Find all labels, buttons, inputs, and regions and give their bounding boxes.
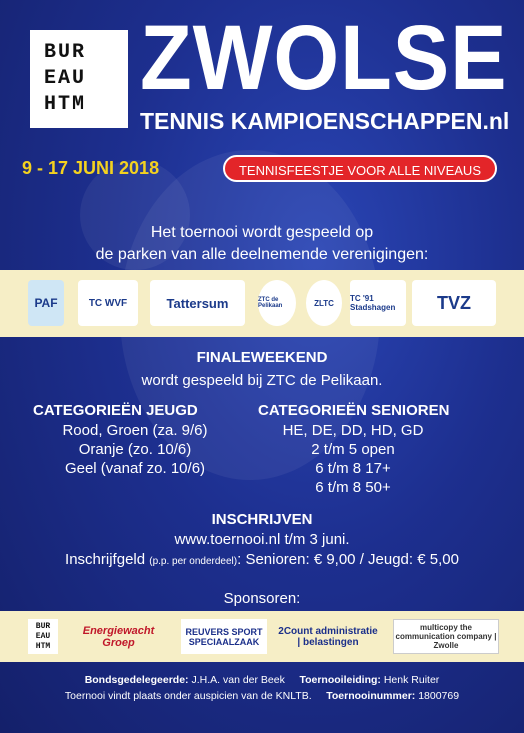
club-logo-tattersum: Tattersum — [150, 280, 245, 326]
finale-text: wordt gespeeld bij ZTC de Pelikaan. — [141, 372, 383, 389]
leiding-label: Toernooileiding: — [299, 674, 381, 686]
event-date: 9 - 17 JUNI 2018 — [22, 158, 160, 178]
sponsor-logo-bureau-htm: BUR EAU HTM — [28, 619, 58, 654]
tagline-badge: TENNISFEESTJE VOOR ALLE NIVEAUS — [223, 155, 497, 182]
bureau-htm-logo — [30, 30, 128, 128]
clubs-band — [0, 270, 524, 337]
senioren-title: CATEGORIEËN SENIOREN — [258, 402, 450, 419]
club-logo-tc91: TC '91 Stadshagen — [350, 280, 406, 326]
sponsor-logo-reuvers: REUVERS SPORT SPECIAALZAAK — [181, 619, 267, 654]
fee-note: (p.p. per onderdeel) — [149, 556, 238, 567]
list-item: 6 t/m 8 17+ — [315, 460, 391, 477]
club-logo-pelikaan: ZTC de Pelikaan — [258, 280, 296, 326]
list-item: HE, DE, DD, HD, GD — [282, 422, 424, 439]
jeugd-list — [30, 421, 240, 478]
intro-line: Het toernooi wordt gespeeld op — [150, 224, 374, 241]
fee-values: : Senioren: € 9,00 / Jeugd: € 5,00 — [237, 551, 459, 568]
list-item: Geel (vanaf zo. 10/6) — [64, 460, 206, 477]
sub-title: TENNIS KAMPIOENSCHAPPEN.nl — [140, 108, 510, 134]
sponsors-label: Sponsoren: — [223, 590, 301, 607]
inschrijfgeld-line — [0, 550, 524, 571]
logo-line: BUR — [44, 41, 87, 64]
club-logo-tcwvf: TC WVF — [78, 280, 138, 326]
inschrijven-title: INSCHRIJVEN — [211, 511, 313, 528]
finale-title: FINALEWEEKEND — [196, 349, 328, 366]
club-logo-tvz: TVZ — [412, 280, 496, 326]
leiding-value: Henk Ruiter — [383, 674, 440, 686]
intro-line: de parken van alle deelnemende verenigingen: — [95, 246, 429, 263]
jeugd-title: CATEGORIEËN JEUGD — [33, 402, 198, 419]
list-item: 6 t/m 8 50+ — [315, 479, 391, 496]
sponsor-logo-multicopy: multicopy the communication company | Zwolle — [393, 619, 499, 654]
list-item: Oranje (zo. 10/6) — [78, 441, 192, 458]
sponsor-logo-2count: 2Count administratie | belastingen — [278, 625, 378, 648]
main-title: ZWOLSE — [140, 7, 508, 109]
inschrijven-url: www.toernooi.nl t/m 3 juni. — [174, 531, 350, 548]
club-logo-paf: PAF — [28, 280, 64, 326]
nummer-value: 1800769 — [418, 690, 460, 702]
intro-text — [0, 222, 524, 266]
list-item: 2 t/m 5 open — [311, 441, 395, 458]
logo-line: EAU — [44, 67, 87, 90]
fee-label: Inschrijfgeld — [65, 551, 146, 568]
footer-line-2 — [0, 688, 524, 704]
logo-line: HTM — [44, 93, 87, 116]
club-logo-zltc: ZLTC — [306, 280, 342, 326]
nummer-label: Toernooinummer: — [326, 690, 416, 702]
knltb-text: Toernooi vindt plaats onder auspicien van de KNLTB. — [64, 690, 312, 702]
sponsors-band — [0, 611, 524, 662]
footer-line-1 — [0, 672, 524, 688]
bonds-label: Bondsgedelegeerde: — [84, 674, 189, 686]
footer — [0, 672, 524, 704]
sponsor-logo-energiewacht: Energiewacht Groep — [82, 624, 155, 649]
bonds-value: J.H.A. van der Beek — [191, 674, 285, 686]
list-item: Rood, Groen (za. 9/6) — [62, 422, 208, 439]
senioren-list — [258, 421, 448, 497]
